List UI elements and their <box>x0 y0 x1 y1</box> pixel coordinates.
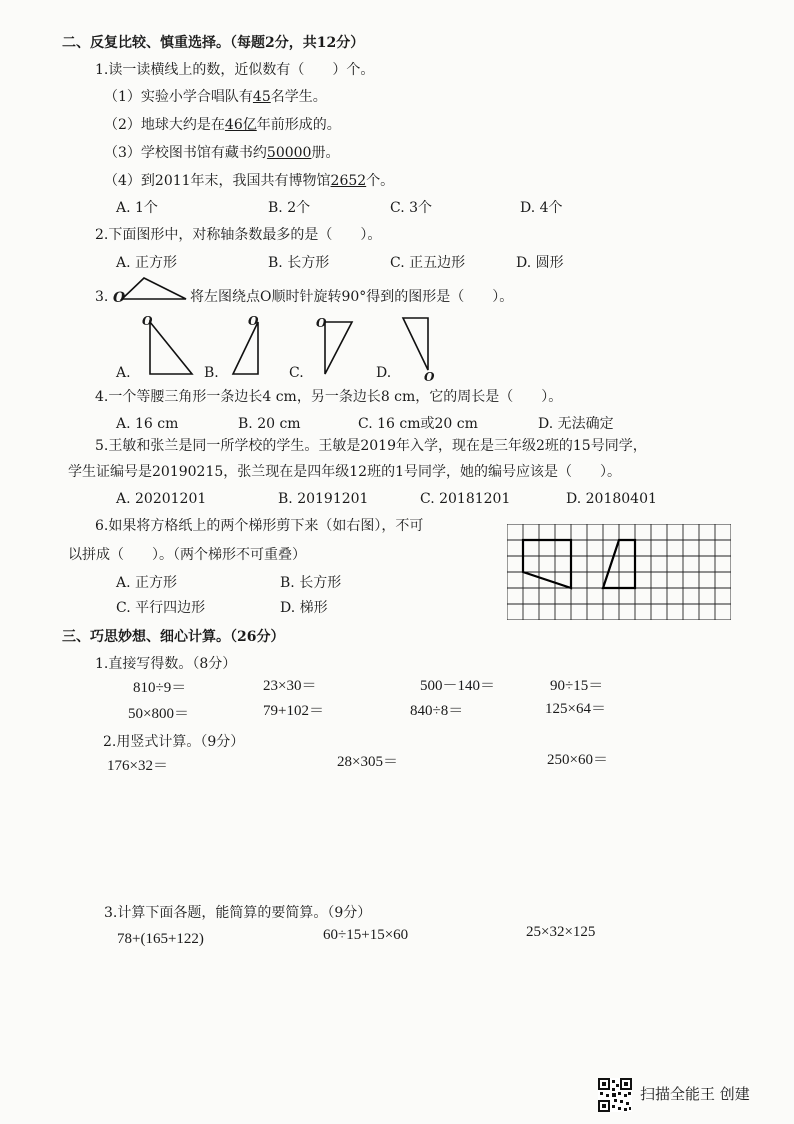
q3-original-triangle <box>120 276 190 302</box>
q3-option-d: D. <box>376 365 392 381</box>
calc-q2-item-1: 176×32＝ <box>107 758 168 774</box>
q3-option-b: B. <box>204 365 219 381</box>
calc-q1-r1-1: 810÷9＝ <box>133 680 187 696</box>
calc-q3-item-2: 60÷15+15×60 <box>323 927 409 943</box>
q5-line-2: 学生证编号是20190215，张兰现在是四年级12班的1号同学，她的编号应该是（ ）。 <box>68 464 621 480</box>
calc-q1-stem: 1.直接写得数。（8分） <box>95 656 237 672</box>
q3-option-b-point: O <box>248 314 259 328</box>
q1-item-3: （3）学校图书馆有藏书约50000册。 <box>104 145 340 161</box>
q3-option-d-point: O <box>424 370 435 384</box>
q6-trapezoid-left <box>523 540 571 588</box>
q5-option-c: C. 20181201 <box>420 491 511 507</box>
q6-line-2: 以拼成（ ）。（两个梯形不可重叠） <box>68 547 306 563</box>
calc-q1-r2-2: 79+102＝ <box>263 703 324 719</box>
q2-option-b: B. 长方形 <box>268 255 330 271</box>
q3-option-d-triangle <box>400 316 434 374</box>
q2-option-a: A. 正方形 <box>116 255 178 271</box>
section-2-heading: 二、反复比较、慎重选择。（每题2分，共12分） <box>62 35 365 51</box>
q3-option-a-point: O <box>142 314 153 328</box>
q3-option-a: A. <box>116 365 131 381</box>
calc-q2-item-2: 28×305＝ <box>337 754 398 770</box>
q3-stem: 将左图绕点O顺时针旋转90°得到的图形是（ ）。 <box>190 289 514 305</box>
q5-line-1: 5.王敏和张兰是同一所学校的学生。王敏是2019年入学，现在是三年级2班的15号同学， <box>95 438 647 454</box>
q4-option-d: D. 无法确定 <box>538 416 614 432</box>
calc-q2-item-3: 250×60＝ <box>547 752 608 768</box>
q5-option-b: B. 20191201 <box>278 491 369 507</box>
q4-option-b: B. 20 cm <box>238 416 301 432</box>
section-3-heading: 三、巧思妙想、细心计算。（26分） <box>62 629 285 645</box>
q6-option-d: D. 梯形 <box>280 600 328 616</box>
q3-option-a-triangle <box>146 320 196 378</box>
q4-stem: 4.一个等腰三角形一条边长4 cm，另一条边长8 cm，它的周长是（ ）。 <box>95 389 563 405</box>
q6-option-b: B. 长方形 <box>280 575 342 591</box>
q3-number: 3. <box>95 289 109 305</box>
q1-option-b: B. 2个 <box>268 200 311 216</box>
calc-q1-r2-3: 840÷8＝ <box>410 703 464 719</box>
q6-option-a: A. 正方形 <box>116 575 178 591</box>
q4-option-a: A. 16 cm <box>116 416 179 432</box>
q1-item-4: （4）到2011年末，我国共有博物馆2652个。 <box>104 173 395 189</box>
q4-option-c: C. 16 cm或20 cm <box>358 416 478 432</box>
calc-q1-r1-2: 23×30＝ <box>263 678 317 694</box>
q6-option-c: C. 平行四边形 <box>116 600 206 616</box>
q3-option-b-triangle <box>230 320 264 378</box>
calc-q1-r1-3: 500－140＝ <box>420 678 496 694</box>
calc-q3-item-1: 78+(165+122) <box>117 931 204 947</box>
q5-option-a: A. 20201201 <box>116 491 207 507</box>
calc-q1-r2-4: 125×64＝ <box>545 701 606 717</box>
q1-option-d: D. 4个 <box>520 200 563 216</box>
q6-grid-figure <box>507 524 731 620</box>
q1-stem: 1.读一读横线上的数，近似数有（ ）个。 <box>95 62 375 78</box>
calc-q1-r1-4: 90÷15＝ <box>550 678 604 694</box>
calc-q2-stem: 2.用竖式计算。（9分） <box>103 734 245 750</box>
q2-stem: 2.下面图形中，对称轴条数最多的是（ ）。 <box>95 227 382 243</box>
q1-option-a: A. 1个 <box>116 200 158 216</box>
q3-point-label: O <box>113 290 126 306</box>
q2-option-c: C. 正五边形 <box>390 255 466 271</box>
calc-q1-r2-1: 50×800＝ <box>128 706 189 722</box>
q3-option-c: C. <box>289 365 304 381</box>
q3-option-c-triangle <box>322 320 356 378</box>
q5-option-d: D. 20180401 <box>566 491 657 507</box>
q3-option-c-point: O <box>316 316 327 330</box>
qr-code-icon <box>598 1078 632 1112</box>
q1-item-1: （1）实验小学合唱队有45名学生。 <box>104 89 327 105</box>
q1-item-2: （2）地球大约是在46亿年前形成的。 <box>104 117 341 133</box>
q2-option-d: D. 圆形 <box>516 255 564 271</box>
calc-q3-stem: 3.计算下面各题，能简算的要简算。（9分） <box>104 905 372 921</box>
q6-line-1: 6.如果将方格纸上的两个梯形剪下来（如右图），不可 <box>95 518 424 534</box>
calc-q3-item-3: 25×32×125 <box>526 924 596 940</box>
scanner-watermark: 扫描全能王 创建 <box>640 1085 750 1103</box>
q1-option-c: C. 3个 <box>390 200 433 216</box>
